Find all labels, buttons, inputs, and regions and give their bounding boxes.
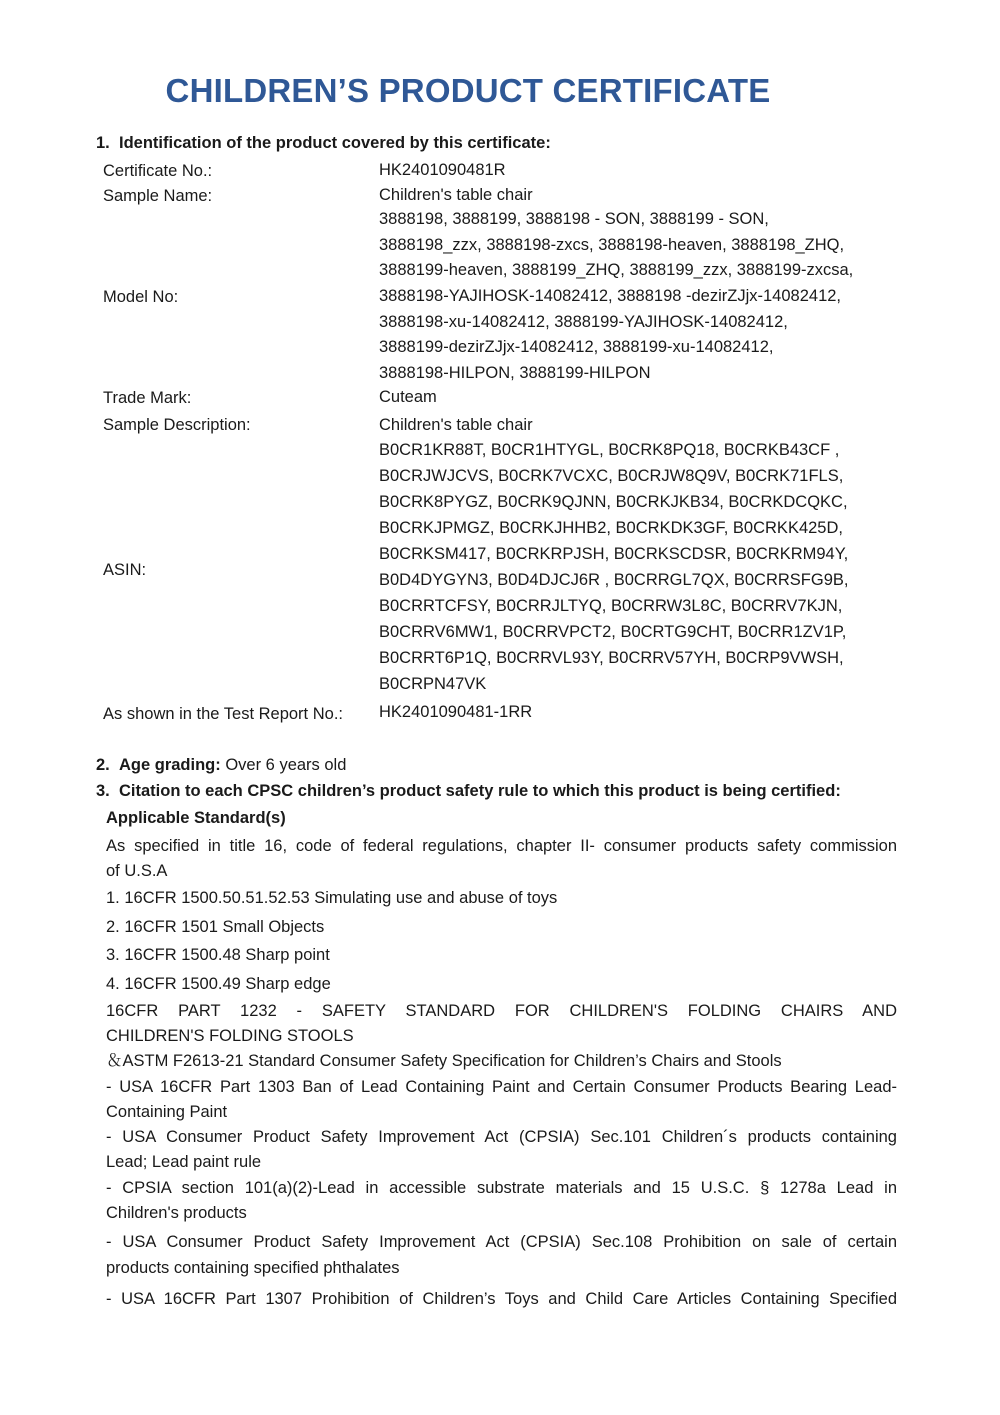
asin-line: B0D4DYGYN3, B0D4DJCJ6R , B0CRRGL7QX, B0CRRSFG9B,	[379, 571, 849, 589]
sample-name-value: Children's table chair	[379, 186, 533, 204]
asin-line: B0CRKSM417, B0CRKRPJSH, B0CRKSCDSR, B0CRKRM94Y,	[379, 545, 849, 563]
section-1-heading	[96, 134, 551, 153]
standard-item: 3. 16CFR 1500.48 Sharp point	[106, 946, 330, 964]
model-no-line: 3888198, 3888199, 3888198 - SON, 3888199 - SON,	[379, 210, 769, 228]
section-2-number: 2.	[96, 756, 110, 774]
asin-label: ASIN:	[103, 561, 147, 579]
page-title: CHILDREN’S PRODUCT CERTIFICATE	[165, 72, 771, 109]
standards-intro-line: As specified in title 16, code of federal regulations, chapter II- consumer products safety commission	[106, 837, 897, 855]
part-1232-line: 16CFR PART 1232 - SAFETY STANDARD FOR CHILDREN'S FOLDING CHAIRS AND	[106, 1002, 897, 1020]
cpsia-101-line: - USA Consumer Product Safety Improvement Act (CPSIA) Sec.101 Children´s products containing	[106, 1128, 897, 1146]
asin-line: B0CRJWJCVS, B0CRK7VCXC, B0CRJW8Q9V, B0CRK71FLS,	[379, 467, 844, 485]
cpsia-101-line: Lead; Lead paint rule	[106, 1153, 262, 1171]
standards-intro-line: of U.S.A	[106, 862, 168, 880]
sample-description-value: Children's table chair	[379, 416, 533, 434]
part-1303-line: - USA 16CFR Part 1303 Ban of Lead Containing Paint and Certain Consumer Products Bearing Lead-	[106, 1078, 897, 1096]
model-no-line: 3888198-xu-14082412, 3888199-YAJIHOSK-14082412,	[379, 312, 788, 331]
cpsia-101a-line: - CPSIA section 101(a)(2)-Lead in accessible substrate materials and 15 U.S.C. § 1278a Lead in	[106, 1179, 897, 1197]
age-grading-label: Age grading:	[119, 756, 221, 774]
section-3-number: 3.	[96, 782, 110, 800]
astm-line: ＆ASTM F2613-21 Standard Consumer Safety Specification for Children’s Chairs and Stools	[106, 1052, 782, 1070]
section-1-number: 1.	[96, 134, 110, 152]
asin-line: B0CRRTCFSY, B0CRRJLTYQ, B0CRRW3L8C, B0CRRV7KJN,	[379, 597, 843, 615]
test-report-label: As shown in the Test Report No.:	[103, 705, 343, 723]
cpsia-101a-line: Children's products	[106, 1204, 247, 1222]
asin-line: B0CRRT6P1Q, B0CRRVL93Y, B0CRRV57YH, B0CRP9VWSH,	[379, 649, 844, 667]
trade-mark-label: Trade Mark:	[103, 389, 192, 407]
asin-line: B0CR1KR88T, B0CR1HTYGL, B0CRK8PQ18, B0CRKB43CF ,	[379, 441, 840, 459]
model-no-label: Model No:	[103, 288, 179, 306]
trade-mark-value: Cuteam	[379, 388, 437, 406]
part-1303-line: Containing Paint	[106, 1103, 228, 1121]
model-no-line: 3888199-dezirZJjx-14082412, 3888199-xu-14082412,	[379, 338, 774, 357]
part-1307-line: - USA 16CFR Part 1307 Prohibition of Children’s Toys and Child Care Articles Containing Specified	[106, 1290, 897, 1308]
test-report-value: HK2401090481-1RR	[379, 703, 533, 721]
sample-description-label: Sample Description:	[103, 416, 251, 434]
model-no-line: 3888198-YAJIHOSK-14082412, 3888198 -dezirZJjx-14082412,	[379, 287, 841, 306]
standard-item: 2. 16CFR 1501 Small Objects	[106, 918, 325, 936]
model-no-line: 3888199-heaven, 3888199_ZHQ, 3888199_zzx, 3888199-zxcsa,	[379, 261, 854, 280]
cpsia-108-line: - USA Consumer Product Safety Improvement Act (CPSIA) Sec.108 Prohibition on sale of certain	[106, 1233, 897, 1251]
section-3-heading	[96, 782, 841, 801]
section-2-heading	[96, 756, 346, 775]
section-1-title: Identification of the product covered by this certificate:	[119, 134, 551, 152]
sample-name-label: Sample Name:	[103, 187, 213, 205]
model-no-list	[379, 207, 853, 387]
asin-line: B0CRRV6MW1, B0CRRVPCT2, B0CRTG9CHT, B0CRR1ZV1P,	[379, 623, 847, 641]
model-no-line: 3888198_zzx, 3888198-zxcs, 3888198-heaven, 3888198_ZHQ,	[379, 235, 845, 254]
asin-line: B0CRK8PYGZ, B0CRK9QJNN, B0CRKJKB34, B0CRKDCQKC,	[379, 493, 848, 511]
asin-line: B0CRKJPMGZ, B0CRKJHHB2, B0CRKDK3GF, B0CRKK425D,	[379, 519, 843, 537]
standard-item: 4. 16CFR 1500.49 Sharp edge	[106, 975, 331, 993]
age-grading-value: Over 6 years old	[225, 756, 347, 774]
certificate-no-label: Certificate No.:	[103, 162, 213, 180]
certificate-no-value: HK2401090481R	[379, 161, 506, 179]
part-1232-line: CHILDREN'S FOLDING STOOLS	[106, 1027, 354, 1045]
asin-line: B0CRPN47VK	[379, 675, 487, 693]
section-3-title: Citation to each CPSC children’s product safety rule to which this product is being certified:	[119, 782, 841, 800]
asin-list	[379, 437, 849, 697]
applicable-standards-heading: Applicable Standard(s)	[106, 809, 286, 827]
cpsia-108-line: products containing specified phthalates	[106, 1259, 400, 1277]
model-no-line: 3888198-HILPON, 3888199-HILPON	[379, 364, 651, 383]
standard-item: 1. 16CFR 1500.50.51.52.53 Simulating use and abuse of toys	[106, 889, 558, 907]
